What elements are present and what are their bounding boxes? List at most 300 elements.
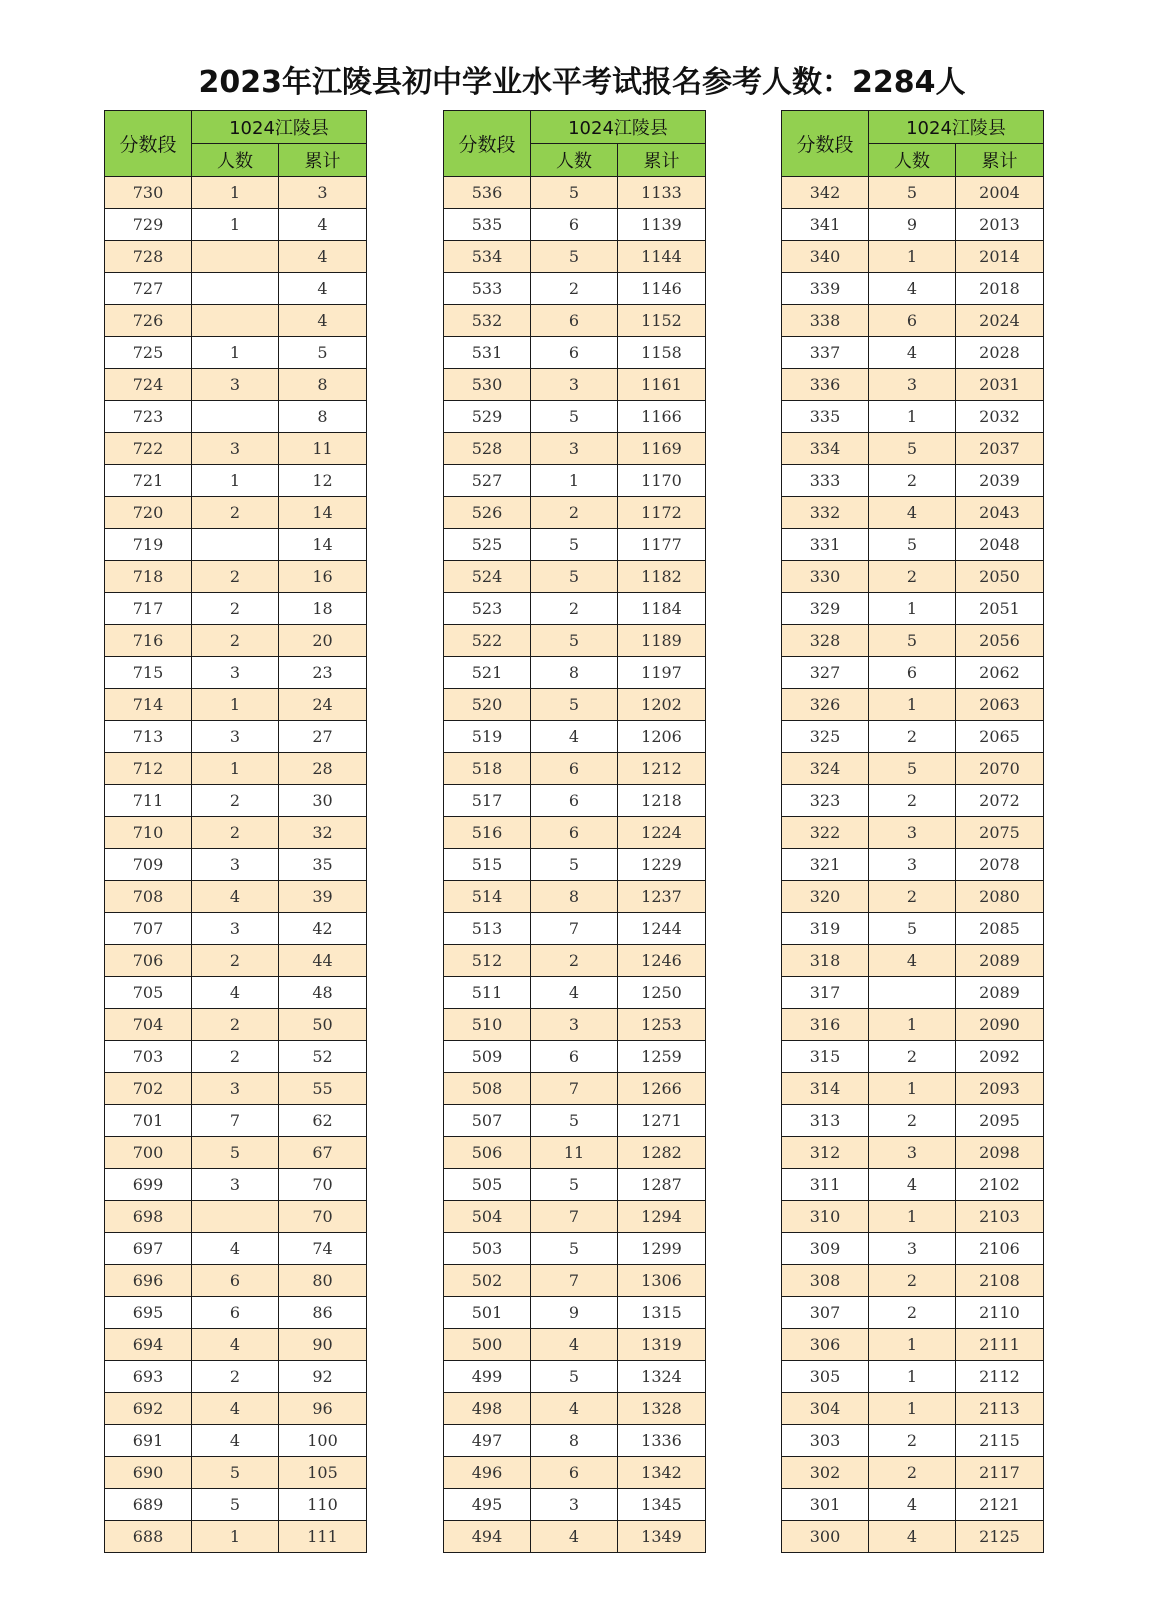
cell-count: 1	[869, 593, 956, 625]
cell-cumulative: 8	[279, 369, 367, 401]
table-row	[105, 1489, 367, 1521]
cell-count: 4	[531, 1521, 618, 1553]
cell-cumulative: 70	[279, 1201, 367, 1233]
table-row	[444, 1105, 706, 1137]
table-row	[444, 1489, 706, 1521]
cell-count: 5	[869, 529, 956, 561]
cell-count	[192, 241, 279, 273]
cell-segment: 519	[444, 721, 531, 753]
cell-segment: 703	[105, 1041, 192, 1073]
table-row	[782, 1297, 1044, 1329]
cell-segment: 706	[105, 945, 192, 977]
cell-count: 5	[192, 1457, 279, 1489]
cell-cumulative: 2093	[956, 1073, 1044, 1105]
cell-count: 1	[192, 689, 279, 721]
cell-count: 2	[869, 1297, 956, 1329]
cell-count: 5	[531, 177, 618, 209]
table-row	[444, 1041, 706, 1073]
cell-count: 2	[192, 817, 279, 849]
cell-cumulative: 2051	[956, 593, 1044, 625]
table-body	[444, 177, 706, 1553]
cell-cumulative: 2018	[956, 273, 1044, 305]
cell-cumulative: 1271	[618, 1105, 706, 1137]
table-row	[444, 625, 706, 657]
cell-count	[192, 401, 279, 433]
cell-segment: 700	[105, 1137, 192, 1169]
table-row	[444, 465, 706, 497]
table-row	[105, 913, 367, 945]
cell-count: 4	[869, 1169, 956, 1201]
cell-segment: 517	[444, 785, 531, 817]
table-row	[444, 817, 706, 849]
table-row	[782, 177, 1044, 209]
header-county: 1024江陵县	[192, 111, 367, 144]
table-row	[105, 1169, 367, 1201]
table-row	[444, 1169, 706, 1201]
cell-segment: 709	[105, 849, 192, 881]
cell-cumulative: 2031	[956, 369, 1044, 401]
cell-segment: 701	[105, 1105, 192, 1137]
cell-count: 5	[531, 561, 618, 593]
cell-cumulative: 12	[279, 465, 367, 497]
cell-cumulative: 28	[279, 753, 367, 785]
table-row	[444, 945, 706, 977]
cell-cumulative: 1319	[618, 1329, 706, 1361]
cell-segment: 305	[782, 1361, 869, 1393]
cell-cumulative: 1224	[618, 817, 706, 849]
table-row	[782, 529, 1044, 561]
table-row	[444, 1329, 706, 1361]
cell-count: 2	[192, 497, 279, 529]
cell-segment: 702	[105, 1073, 192, 1105]
cell-count: 4	[192, 1393, 279, 1425]
cell-count: 5	[869, 625, 956, 657]
table-row	[782, 273, 1044, 305]
cell-count: 5	[531, 529, 618, 561]
table-row	[782, 1137, 1044, 1169]
table-row	[782, 785, 1044, 817]
cell-segment: 312	[782, 1137, 869, 1169]
table-row	[105, 369, 367, 401]
cell-count: 3	[531, 369, 618, 401]
cell-cumulative: 1133	[618, 177, 706, 209]
table-row	[105, 1137, 367, 1169]
cell-cumulative: 2063	[956, 689, 1044, 721]
cell-segment: 698	[105, 1201, 192, 1233]
cell-cumulative: 1218	[618, 785, 706, 817]
cell-cumulative: 8	[279, 401, 367, 433]
cell-segment: 326	[782, 689, 869, 721]
cell-cumulative: 2095	[956, 1105, 1044, 1137]
table-row	[105, 785, 367, 817]
cell-count: 1	[192, 177, 279, 209]
cell-cumulative: 50	[279, 1009, 367, 1041]
cell-cumulative: 1177	[618, 529, 706, 561]
cell-cumulative: 86	[279, 1297, 367, 1329]
cell-count: 3	[869, 817, 956, 849]
table-row	[105, 721, 367, 753]
table-row	[782, 561, 1044, 593]
cell-segment: 694	[105, 1329, 192, 1361]
cell-cumulative: 110	[279, 1489, 367, 1521]
cell-count: 5	[531, 1105, 618, 1137]
cell-cumulative: 92	[279, 1361, 367, 1393]
cell-cumulative: 2050	[956, 561, 1044, 593]
table-row	[105, 1265, 367, 1297]
cell-count: 4	[192, 881, 279, 913]
cell-cumulative: 1144	[618, 241, 706, 273]
cell-count: 7	[192, 1105, 279, 1137]
cell-count: 5	[531, 401, 618, 433]
table-row	[444, 369, 706, 401]
table-row	[105, 1521, 367, 1553]
cell-segment: 494	[444, 1521, 531, 1553]
cell-cumulative: 2014	[956, 241, 1044, 273]
table-row	[782, 1489, 1044, 1521]
cell-cumulative: 18	[279, 593, 367, 625]
table-row	[782, 1457, 1044, 1489]
table-row	[782, 1009, 1044, 1041]
table-row	[444, 1201, 706, 1233]
cell-segment: 529	[444, 401, 531, 433]
cell-cumulative: 2080	[956, 881, 1044, 913]
table-row	[782, 1361, 1044, 1393]
table-row	[444, 977, 706, 1009]
cell-segment: 304	[782, 1393, 869, 1425]
cell-count: 1	[869, 1009, 956, 1041]
cell-cumulative: 2072	[956, 785, 1044, 817]
cell-segment: 334	[782, 433, 869, 465]
cell-count: 4	[531, 721, 618, 753]
table-row	[782, 1521, 1044, 1553]
cell-cumulative: 96	[279, 1393, 367, 1425]
table-row	[105, 1201, 367, 1233]
cell-cumulative: 4	[279, 305, 367, 337]
cell-count: 11	[531, 1137, 618, 1169]
cell-segment: 516	[444, 817, 531, 849]
table-row	[444, 561, 706, 593]
cell-segment: 524	[444, 561, 531, 593]
header-cumulative: 累计	[279, 144, 367, 177]
table-row	[782, 401, 1044, 433]
cell-count	[192, 529, 279, 561]
cell-segment: 688	[105, 1521, 192, 1553]
table-row	[782, 1265, 1044, 1297]
cell-count: 5	[531, 1361, 618, 1393]
table-row	[105, 561, 367, 593]
cell-segment: 330	[782, 561, 869, 593]
table-row	[782, 1105, 1044, 1137]
table-row	[782, 1425, 1044, 1457]
cell-segment: 342	[782, 177, 869, 209]
cell-segment: 507	[444, 1105, 531, 1137]
cell-count: 5	[192, 1137, 279, 1169]
cell-count: 3	[192, 1073, 279, 1105]
cell-count: 6	[531, 337, 618, 369]
cell-count: 2	[869, 561, 956, 593]
table-row	[782, 1073, 1044, 1105]
cell-cumulative: 1328	[618, 1393, 706, 1425]
table-row	[105, 1329, 367, 1361]
cell-segment: 499	[444, 1361, 531, 1393]
cell-count: 2	[192, 593, 279, 625]
table-row	[444, 1073, 706, 1105]
cell-segment: 691	[105, 1425, 192, 1457]
cell-count: 3	[192, 433, 279, 465]
cell-count: 1	[869, 1361, 956, 1393]
table-row	[105, 1393, 367, 1425]
cell-cumulative: 1287	[618, 1169, 706, 1201]
cell-cumulative: 1259	[618, 1041, 706, 1073]
cell-segment: 721	[105, 465, 192, 497]
cell-segment: 722	[105, 433, 192, 465]
cell-count: 2	[869, 1105, 956, 1137]
cell-segment: 307	[782, 1297, 869, 1329]
cell-segment: 528	[444, 433, 531, 465]
cell-count: 1	[531, 465, 618, 497]
cell-cumulative: 1244	[618, 913, 706, 945]
cell-count: 2	[531, 593, 618, 625]
cell-segment: 520	[444, 689, 531, 721]
cell-count	[192, 305, 279, 337]
cell-cumulative: 1349	[618, 1521, 706, 1553]
cell-cumulative: 1212	[618, 753, 706, 785]
cell-count: 2	[869, 465, 956, 497]
cell-count: 2	[531, 273, 618, 305]
table-row	[444, 593, 706, 625]
table-row	[105, 401, 367, 433]
cell-cumulative: 105	[279, 1457, 367, 1489]
cell-cumulative: 35	[279, 849, 367, 881]
cell-segment: 306	[782, 1329, 869, 1361]
cell-segment: 693	[105, 1361, 192, 1393]
cell-count: 8	[531, 657, 618, 689]
cell-segment: 512	[444, 945, 531, 977]
cell-segment: 730	[105, 177, 192, 209]
table-row	[444, 305, 706, 337]
cell-count: 1	[869, 689, 956, 721]
table-row	[105, 881, 367, 913]
cell-cumulative: 5	[279, 337, 367, 369]
cell-segment: 717	[105, 593, 192, 625]
cell-cumulative: 1336	[618, 1425, 706, 1457]
table-row	[782, 657, 1044, 689]
cell-count: 2	[192, 1009, 279, 1041]
cell-count: 2	[531, 497, 618, 529]
cell-count: 4	[192, 1425, 279, 1457]
cell-count: 3	[192, 657, 279, 689]
cell-segment: 715	[105, 657, 192, 689]
table-body	[782, 177, 1044, 1553]
cell-segment: 523	[444, 593, 531, 625]
score-table-2	[443, 110, 706, 1553]
cell-cumulative: 2032	[956, 401, 1044, 433]
cell-segment: 303	[782, 1425, 869, 1457]
cell-segment: 728	[105, 241, 192, 273]
cell-count: 3	[192, 913, 279, 945]
score-table-1	[104, 110, 367, 1553]
cell-segment: 708	[105, 881, 192, 913]
cell-segment: 513	[444, 913, 531, 945]
cell-count: 1	[869, 1073, 956, 1105]
cell-count: 3	[192, 369, 279, 401]
cell-cumulative: 1229	[618, 849, 706, 881]
table-row	[105, 1425, 367, 1457]
cell-segment: 322	[782, 817, 869, 849]
cell-cumulative: 30	[279, 785, 367, 817]
cell-count: 3	[869, 849, 956, 881]
table-row	[782, 721, 1044, 753]
cell-cumulative: 48	[279, 977, 367, 1009]
cell-segment: 341	[782, 209, 869, 241]
table-row	[105, 753, 367, 785]
table-row	[444, 657, 706, 689]
cell-cumulative: 2028	[956, 337, 1044, 369]
table-row	[105, 305, 367, 337]
cell-segment: 323	[782, 785, 869, 817]
table-row	[444, 1009, 706, 1041]
cell-cumulative: 74	[279, 1233, 367, 1265]
cell-count: 3	[869, 369, 956, 401]
cell-segment: 498	[444, 1393, 531, 1425]
cell-segment: 316	[782, 1009, 869, 1041]
table-row	[782, 881, 1044, 913]
cell-count: 5	[531, 241, 618, 273]
cell-segment: 325	[782, 721, 869, 753]
table-row	[444, 913, 706, 945]
table-row	[782, 817, 1044, 849]
header-county: 1024江陵县	[869, 111, 1044, 144]
table-row	[444, 689, 706, 721]
table-row	[782, 337, 1044, 369]
cell-segment: 724	[105, 369, 192, 401]
table-row	[105, 529, 367, 561]
cell-cumulative: 1266	[618, 1073, 706, 1105]
table-row	[444, 1137, 706, 1169]
cell-segment: 716	[105, 625, 192, 657]
table-row	[105, 593, 367, 625]
table-row	[782, 689, 1044, 721]
cell-segment: 536	[444, 177, 531, 209]
cell-count: 2	[869, 1041, 956, 1073]
table-row	[782, 593, 1044, 625]
cell-count: 5	[869, 177, 956, 209]
cell-segment: 309	[782, 1233, 869, 1265]
cell-cumulative: 62	[279, 1105, 367, 1137]
cell-segment: 340	[782, 241, 869, 273]
cell-count: 7	[531, 913, 618, 945]
cell-segment: 338	[782, 305, 869, 337]
cell-cumulative: 3	[279, 177, 367, 209]
cell-segment: 336	[782, 369, 869, 401]
cell-segment: 711	[105, 785, 192, 817]
cell-cumulative: 1237	[618, 881, 706, 913]
cell-count: 4	[192, 1329, 279, 1361]
cell-count: 2	[192, 625, 279, 657]
cell-segment: 704	[105, 1009, 192, 1041]
cell-cumulative: 1342	[618, 1457, 706, 1489]
cell-segment: 696	[105, 1265, 192, 1297]
table-row	[105, 465, 367, 497]
cell-segment: 535	[444, 209, 531, 241]
cell-count: 2	[192, 1041, 279, 1073]
cell-cumulative: 1158	[618, 337, 706, 369]
cell-count: 6	[531, 305, 618, 337]
cell-count: 5	[531, 625, 618, 657]
cell-cumulative: 2075	[956, 817, 1044, 849]
cell-count: 5	[531, 849, 618, 881]
cell-cumulative: 1315	[618, 1297, 706, 1329]
table-row	[105, 849, 367, 881]
cell-count: 4	[869, 497, 956, 529]
cell-count: 2	[192, 561, 279, 593]
cell-count: 3	[869, 1233, 956, 1265]
cell-count: 7	[531, 1265, 618, 1297]
cell-count: 5	[531, 1169, 618, 1201]
cell-cumulative: 1182	[618, 561, 706, 593]
cell-count: 4	[869, 945, 956, 977]
cell-cumulative: 23	[279, 657, 367, 689]
cell-segment: 503	[444, 1233, 531, 1265]
cell-segment: 339	[782, 273, 869, 305]
table-row	[444, 529, 706, 561]
table-row	[444, 273, 706, 305]
cell-count: 5	[869, 433, 956, 465]
cell-segment: 531	[444, 337, 531, 369]
table-row	[782, 849, 1044, 881]
table-row	[782, 625, 1044, 657]
cell-segment: 527	[444, 465, 531, 497]
cell-segment: 332	[782, 497, 869, 529]
cell-count	[192, 273, 279, 305]
cell-segment: 723	[105, 401, 192, 433]
cell-count: 4	[192, 1233, 279, 1265]
table-row	[444, 785, 706, 817]
cell-segment: 713	[105, 721, 192, 753]
cell-segment: 534	[444, 241, 531, 273]
cell-count: 6	[531, 817, 618, 849]
cell-count: 1	[869, 1201, 956, 1233]
table-row	[444, 849, 706, 881]
cell-segment: 329	[782, 593, 869, 625]
cell-cumulative: 1253	[618, 1009, 706, 1041]
cell-cumulative: 2043	[956, 497, 1044, 529]
table-row	[105, 1457, 367, 1489]
cell-segment: 509	[444, 1041, 531, 1073]
cell-cumulative: 1189	[618, 625, 706, 657]
cell-cumulative: 14	[279, 529, 367, 561]
table-row	[105, 625, 367, 657]
cell-count: 7	[531, 1201, 618, 1233]
cell-segment: 695	[105, 1297, 192, 1329]
cell-segment: 514	[444, 881, 531, 913]
table-row	[105, 1041, 367, 1073]
header-count: 人数	[192, 144, 279, 177]
table-row	[444, 721, 706, 753]
cell-cumulative: 90	[279, 1329, 367, 1361]
table-row	[444, 753, 706, 785]
cell-cumulative: 2106	[956, 1233, 1044, 1265]
table-row	[782, 241, 1044, 273]
cell-segment: 530	[444, 369, 531, 401]
cell-segment: 308	[782, 1265, 869, 1297]
cell-segment: 710	[105, 817, 192, 849]
table-row	[782, 369, 1044, 401]
cell-count: 5	[531, 1233, 618, 1265]
cell-cumulative: 2117	[956, 1457, 1044, 1489]
cell-segment: 328	[782, 625, 869, 657]
cell-count: 2	[531, 945, 618, 977]
